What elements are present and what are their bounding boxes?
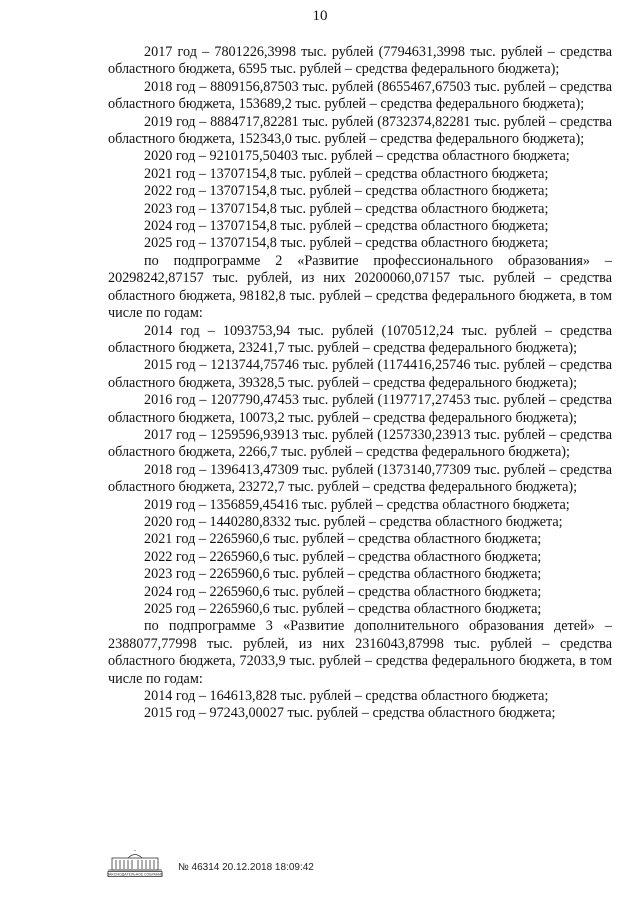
paragraph: 2023 год – 2265960,6 тыс. рублей – средства областного бюджета; — [144, 566, 542, 583]
paragraph: по подпрограмме 3 «Развитие дополнительного образования детей» – 2388077,77998 тыс. рублей, из них 2316043,87998 тыс. рублей – средства областного бюджета, 72033,9 тыс. рублей – средства федерального бюджета, в том числе по годам: — [108, 618, 612, 687]
paragraph: 2016 год – 1207790,47453 тыс. рублей (1197717,27453 тыс. рублей – средства областного бюджета, 10073,2 тыс. рублей – средства федерального бюджета); — [108, 392, 612, 426]
paragraph: 2015 год – 97243,00027 тыс. рублей – средства областного бюджета; — [144, 705, 556, 722]
paragraph: 2015 год – 1213744,75746 тыс. рублей (1174416,25746 тыс. рублей – средства областного бюджета, 39328,5 тыс. рублей – средства федерального бюджета); — [108, 357, 612, 391]
paragraph: 2014 год – 1093753,94 тыс. рублей (1070512,24 тыс. рублей – средства областного бюджета, 23241,7 тыс. рублей – средства федерального бюджета); — [108, 322, 612, 356]
paragraph: 2021 год – 2265960,6 тыс. рублей – средства областного бюджета; — [144, 531, 542, 548]
stamp-caption: ЗАКОНОДАТЕЛЬНОЕ СОБРАНИЕ — [106, 872, 164, 877]
paragraph: 2018 год – 8809156,87503 тыс. рублей (8655467,67503 тыс. рублей – средства областного бюджета, 153689,2 тыс. рублей – средства федерального бюджета); — [108, 78, 612, 113]
paragraph: 2017 год – 7801226,3998 тыс. рублей (7794631,3998 тыс. рублей – средства областного бюджета, 6595 тыс. рублей – средства федерального бюджета); — [108, 44, 612, 78]
paragraph: 2024 год – 13707154,8 тыс. рублей – средства областного бюджета; — [144, 218, 549, 235]
paragraph: 2025 год – 13707154,8 тыс. рублей – средства областного бюджета; — [144, 235, 549, 252]
legislature-building-stamp-icon — [106, 850, 164, 878]
paragraph: 2025 год – 2265960,6 тыс. рублей – средства областного бюджета; — [144, 601, 542, 617]
paragraph: 2021 год – 13707154,8 тыс. рублей – средства областного бюджета; — [144, 165, 549, 182]
page-number: 10 — [312, 8, 328, 24]
paragraph: 2018 год – 1396413,47309 тыс. рублей (1373140,77309 тыс. рублей – средства областного бюджета, 23272,7 тыс. рублей – средства федерального бюджета); — [108, 461, 612, 496]
paragraph: 2023 год – 13707154,8 тыс. рублей – средства областного бюджета; — [144, 200, 549, 217]
paragraph: 2017 год – 1259596,93913 тыс. рублей (1257330,23913 тыс. рублей – средства областного бюджета, 2266,7 тыс. рублей – средства федерального бюджета); — [108, 426, 612, 461]
paragraph: 2024 год – 2265960,6 тыс. рублей – средства областного бюджета; — [144, 583, 542, 600]
paragraph: 2014 год – 164613,828 тыс. рублей – средства областного бюджета; — [144, 688, 549, 705]
paragraph: 2019 год – 8884717,82281 тыс. рублей (8732374,82281 тыс. рублей – средства областного бюджета, 152343,0 тыс. рублей – средства федерального бюджета); — [108, 113, 612, 148]
registration-footer: № 46314 20.12.2018 18:09:42 — [178, 862, 314, 873]
paragraph: 2022 год – 2265960,6 тыс. рублей – средства областного бюджета; — [144, 548, 542, 565]
paragraph: по подпрограмме 2 «Развитие профессионального образования» – 20298242,87157 тыс. рублей, из них 20200060,07157 тыс. рублей – средства областного бюджета, 98182,8 тыс. рублей – средства федерального бюджета, в том числе по годам: — [108, 252, 612, 322]
paragraph: 2020 год – 9210175,50403 тыс. рублей – средства областного бюджета; — [144, 148, 570, 165]
paragraph: 2019 год – 1356859,45416 тыс. рублей – средства областного бюджета; — [144, 496, 570, 513]
paragraph: 2022 год – 13707154,8 тыс. рублей – средства областного бюджета; — [144, 183, 549, 200]
paragraph: 2020 год – 1440280,8332 тыс. рублей – средства областного бюджета; — [144, 513, 563, 530]
document-body — [108, 44, 612, 723]
